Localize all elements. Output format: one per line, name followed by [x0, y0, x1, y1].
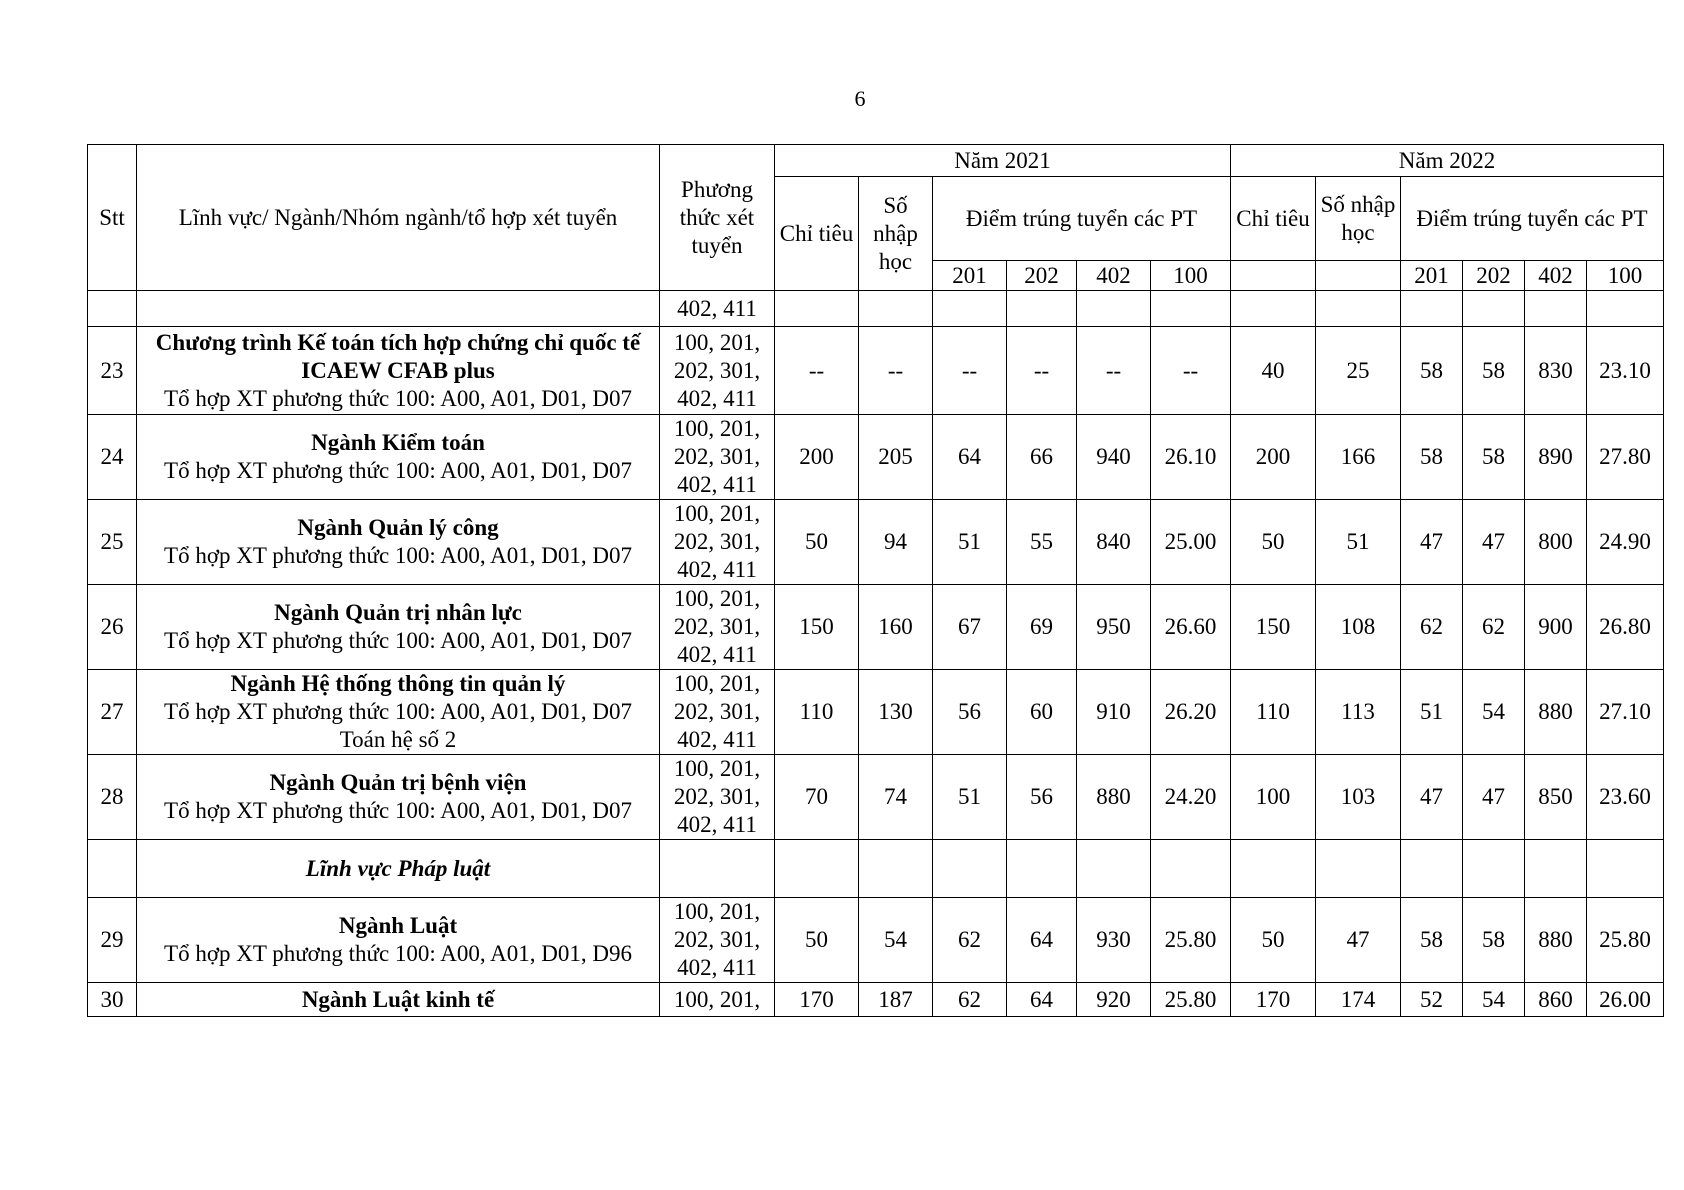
cell-score-402-2022: 900: [1525, 585, 1587, 670]
major-detail: Tổ hợp XT phương thức 100: A00, A01, D01, D07: [164, 798, 632, 823]
cell-score-202-2021: [1007, 291, 1077, 327]
cell-score-202-2022: 62: [1463, 585, 1525, 670]
row-name: [137, 327, 660, 415]
header-method-201-2021: 201: [933, 261, 1007, 291]
cell-enrolled-2021: --: [859, 327, 933, 415]
major-name: Ngành Quản trị bệnh viện: [269, 770, 527, 795]
table-row: [88, 898, 1664, 983]
row-method: 402, 411: [660, 291, 775, 327]
header-empty-enrolled-2022: [1316, 261, 1401, 291]
cell-score-201-2022: 58: [1401, 327, 1463, 415]
cell-enrolled-2022: 113: [1316, 670, 1401, 755]
cell-score-202-2022: 54: [1463, 983, 1525, 1017]
cell-enrolled-2022: [1316, 291, 1401, 327]
cell-score-202-2022: 47: [1463, 755, 1525, 840]
cell-score-100-2022: 27.10: [1587, 670, 1664, 755]
row-method: 100, 201, 202, 301, 402, 411: [660, 500, 775, 585]
cell-score-402-2022: 850: [1525, 755, 1587, 840]
cell-score-201-2022: 58: [1401, 898, 1463, 983]
cell-score-402-2021: [1077, 840, 1151, 898]
cell-score-202-2021: 56: [1007, 755, 1077, 840]
cell-score-100-2022: 27.80: [1587, 415, 1664, 500]
cell-score-402-2022: [1525, 840, 1587, 898]
major-name: Ngành Luật kinh tế: [301, 986, 495, 1012]
cell-score-100-2022: [1587, 291, 1664, 327]
cell-enrolled-2021: 54: [859, 898, 933, 983]
table-row: [88, 670, 1664, 755]
table-row: [88, 327, 1664, 415]
cell-score-402-2022: [1525, 291, 1587, 327]
cell-quota-2021: 110: [775, 670, 859, 755]
header-method-402-2022: 402: [1525, 261, 1587, 291]
cell-score-402-2021: [1077, 291, 1151, 327]
row-method: 100, 201, 202, 301, 402, 411: [660, 327, 775, 415]
cell-score-402-2021: 950: [1077, 585, 1151, 670]
table-row: [88, 291, 1664, 327]
cell-score-201-2021: [933, 291, 1007, 327]
table-row: [88, 415, 1664, 500]
cell-score-202-2021: 69: [1007, 585, 1077, 670]
table-row: [88, 755, 1664, 840]
cell-enrolled-2021: [859, 291, 933, 327]
cell-score-100-2022: 23.10: [1587, 327, 1664, 415]
cell-score-402-2022: 890: [1525, 415, 1587, 500]
cell-enrolled-2021: 205: [859, 415, 933, 500]
cell-quota-2021: [775, 840, 859, 898]
cell-score-100-2022: [1587, 840, 1664, 898]
row-method: 100, 201, 202, 301, 402, 411: [660, 415, 775, 500]
cell-score-100-2022: 23.60: [1587, 755, 1664, 840]
major-name: Ngành Kiểm toán: [311, 430, 485, 455]
cell-score-201-2021: [933, 840, 1007, 898]
cell-score-100-2021: 26.10: [1151, 415, 1231, 500]
cell-score-202-2022: 54: [1463, 670, 1525, 755]
cell-score-100-2021: 25.00: [1151, 500, 1231, 585]
row-stt: 27: [88, 670, 137, 755]
cell-score-201-2021: 67: [933, 585, 1007, 670]
cell-score-201-2022: [1401, 291, 1463, 327]
cell-score-202-2021: 64: [1007, 983, 1077, 1017]
table-row: [88, 500, 1664, 585]
cell-score-100-2022: 25.80: [1587, 898, 1664, 983]
header-empty-quota-2022: [1231, 261, 1316, 291]
header-method-100-2022: 100: [1587, 261, 1664, 291]
row-name: [137, 670, 660, 755]
cell-enrolled-2021: 130: [859, 670, 933, 755]
cell-score-100-2021: 26.60: [1151, 585, 1231, 670]
cell-score-402-2022: 880: [1525, 898, 1587, 983]
header-score-2021: Điểm trúng tuyển các PT: [933, 177, 1231, 261]
cell-score-202-2022: [1463, 291, 1525, 327]
major-name: Ngành Quản trị nhân lực: [274, 600, 522, 625]
cell-score-100-2022: 26.00: [1587, 983, 1664, 1017]
cell-score-402-2022: 800: [1525, 500, 1587, 585]
cell-enrolled-2021: 94: [859, 500, 933, 585]
cell-quota-2022: 110: [1231, 670, 1316, 755]
header-enrolled-2022: Số nhập học: [1316, 177, 1401, 261]
cell-quota-2021: 170: [775, 983, 859, 1017]
cell-score-202-2021: 55: [1007, 500, 1077, 585]
table-body: [88, 291, 1664, 1017]
cell-score-201-2022: [1401, 840, 1463, 898]
cell-score-402-2022: 860: [1525, 983, 1587, 1017]
cell-score-100-2021: --: [1151, 327, 1231, 415]
row-name: [137, 755, 660, 840]
table-row: [88, 983, 1664, 1017]
header-method-402-2021: 402: [1077, 261, 1151, 291]
cell-score-201-2022: 52: [1401, 983, 1463, 1017]
cell-score-202-2021: [1007, 840, 1077, 898]
row-name: [137, 898, 660, 983]
cell-score-201-2022: 47: [1401, 755, 1463, 840]
major-detail: Tổ hợp XT phương thức 100: A00, A01, D01, D07: [164, 628, 632, 653]
major-detail: Tổ hợp XT phương thức 100: A00, A01, D01, D07: [164, 458, 632, 483]
row-name: [137, 291, 660, 327]
row-name: [137, 585, 660, 670]
cell-enrolled-2022: 108: [1316, 585, 1401, 670]
field-row: [88, 840, 1664, 898]
cell-enrolled-2022: 51: [1316, 500, 1401, 585]
row-stt: 26: [88, 585, 137, 670]
cell-enrolled-2021: 74: [859, 755, 933, 840]
cell-enrolled-2022: 103: [1316, 755, 1401, 840]
cell-score-202-2022: 58: [1463, 327, 1525, 415]
cell-quota-2021: 150: [775, 585, 859, 670]
header-quota-2022: Chỉ tiêu: [1231, 177, 1316, 261]
header-method-202-2021: 202: [1007, 261, 1077, 291]
row-method: [660, 840, 775, 898]
page-number: 6: [854, 86, 866, 111]
cell-quota-2021: 50: [775, 898, 859, 983]
row-stt: 28: [88, 755, 137, 840]
cell-quota-2022: 150: [1231, 585, 1316, 670]
row-stt: 30: [88, 983, 137, 1017]
cell-enrolled-2022: 47: [1316, 898, 1401, 983]
cell-score-100-2021: 25.80: [1151, 983, 1231, 1017]
cell-quota-2022: [1231, 291, 1316, 327]
cell-enrolled-2021: 187: [859, 983, 933, 1017]
cell-quota-2021: [775, 291, 859, 327]
cell-score-202-2022: 47: [1463, 500, 1525, 585]
cell-score-202-2021: 60: [1007, 670, 1077, 755]
header-field: Lĩnh vực/ Ngành/Nhóm ngành/tổ hợp xét tuyển: [137, 145, 660, 291]
row-method: 100, 201, 202, 301, 402, 411: [660, 898, 775, 983]
header-quota-2021: Chỉ tiêu: [775, 177, 859, 291]
cell-quota-2022: 50: [1231, 898, 1316, 983]
field-title: Lĩnh vực Pháp luật: [305, 855, 491, 881]
cell-score-201-2021: 62: [933, 983, 1007, 1017]
header-method-100-2021: 100: [1151, 261, 1231, 291]
cell-score-201-2021: 56: [933, 670, 1007, 755]
cell-enrolled-2022: 25: [1316, 327, 1401, 415]
cell-score-201-2021: 64: [933, 415, 1007, 500]
major-detail: Tổ hợp XT phương thức 100: A00, A01, D01, D07: [164, 699, 632, 724]
cell-score-100-2021: 25.80: [1151, 898, 1231, 983]
row-method: 100, 201, 202, 301, 402, 411: [660, 585, 775, 670]
cell-score-100-2021: 26.20: [1151, 670, 1231, 755]
row-stt: 29: [88, 898, 137, 983]
major-name: Ngành Hệ thống thông tin quản lý: [230, 671, 566, 696]
cell-score-402-2021: --: [1077, 327, 1151, 415]
cell-score-202-2022: 58: [1463, 898, 1525, 983]
cell-score-402-2021: 840: [1077, 500, 1151, 585]
cell-quota-2021: --: [775, 327, 859, 415]
major-name: Ngành Luật: [338, 913, 458, 938]
cell-score-100-2021: [1151, 840, 1231, 898]
cell-score-201-2021: 51: [933, 500, 1007, 585]
header-method-201-2022: 201: [1401, 261, 1463, 291]
cell-score-201-2021: 51: [933, 755, 1007, 840]
header-score-2022: Điểm trúng tuyển các PT: [1401, 177, 1664, 261]
row-name: [137, 983, 660, 1017]
cell-enrolled-2022: 174: [1316, 983, 1401, 1017]
cell-score-201-2022: 62: [1401, 585, 1463, 670]
cell-quota-2021: 50: [775, 500, 859, 585]
major-name: Ngành Quản lý công: [297, 515, 499, 540]
row-stt: [88, 291, 137, 327]
cell-score-402-2021: 880: [1077, 755, 1151, 840]
cell-score-201-2021: --: [933, 327, 1007, 415]
row-name: [137, 840, 660, 898]
major-detail: Tổ hợp XT phương thức 100: A00, A01, D01, D96: [164, 941, 632, 966]
cell-score-202-2021: 66: [1007, 415, 1077, 500]
major-detail: Tổ hợp XT phương thức 100: A00, A01, D01, D07: [164, 543, 632, 568]
cell-score-100-2021: [1151, 291, 1231, 327]
cell-score-202-2022: [1463, 840, 1525, 898]
cell-score-402-2021: 920: [1077, 983, 1151, 1017]
cell-enrolled-2021: 160: [859, 585, 933, 670]
major-name: Chương trình Kế toán tích hợp chứng chỉ quốc tế ICAEW CFAB plus: [155, 329, 641, 383]
cell-quota-2022: 50: [1231, 500, 1316, 585]
admissions-table: [87, 144, 1664, 1017]
cell-score-201-2021: 62: [933, 898, 1007, 983]
cell-score-100-2022: 24.90: [1587, 500, 1664, 585]
cell-score-402-2021: 910: [1077, 670, 1151, 755]
major-detail: Toán hệ số 2: [339, 727, 457, 752]
cell-score-201-2022: 51: [1401, 670, 1463, 755]
cell-score-402-2022: 830: [1525, 327, 1587, 415]
cell-quota-2022: 170: [1231, 983, 1316, 1017]
row-stt: [88, 840, 137, 898]
row-method: 100, 201, 202, 301, 402, 411: [660, 755, 775, 840]
header-method-202-2022: 202: [1463, 261, 1525, 291]
cell-quota-2022: 100: [1231, 755, 1316, 840]
cell-score-100-2022: 26.80: [1587, 585, 1664, 670]
cell-score-402-2021: 930: [1077, 898, 1151, 983]
cell-score-202-2021: --: [1007, 327, 1077, 415]
cell-score-201-2022: 58: [1401, 415, 1463, 500]
cell-enrolled-2022: [1316, 840, 1401, 898]
header-enrolled-2021: Số nhập học: [859, 177, 933, 291]
cell-quota-2021: 70: [775, 755, 859, 840]
header-year-2022: Năm 2022: [1231, 145, 1664, 177]
cell-quota-2022: 40: [1231, 327, 1316, 415]
major-detail: Tổ hợp XT phương thức 100: A00, A01, D01, D07: [164, 385, 632, 411]
row-name: [137, 415, 660, 500]
row-method: 100, 201, 202, 301, 402, 411: [660, 670, 775, 755]
header-method: Phương thức xét tuyển: [660, 145, 775, 291]
cell-score-202-2022: 58: [1463, 415, 1525, 500]
cell-score-201-2022: 47: [1401, 500, 1463, 585]
cell-quota-2021: 200: [775, 415, 859, 500]
cell-enrolled-2022: 166: [1316, 415, 1401, 500]
row-stt: 25: [88, 500, 137, 585]
row-method: 100, 201,: [660, 983, 775, 1017]
row-stt: 24: [88, 415, 137, 500]
header-stt: Stt: [88, 145, 137, 291]
cell-score-100-2021: 24.20: [1151, 755, 1231, 840]
row-stt: 23: [88, 327, 137, 415]
table-row: [88, 585, 1664, 670]
row-name: [137, 500, 660, 585]
cell-enrolled-2021: [859, 840, 933, 898]
cell-quota-2022: [1231, 840, 1316, 898]
header-year-2021: Năm 2021: [775, 145, 1231, 177]
cell-score-402-2022: 880: [1525, 670, 1587, 755]
cell-quota-2022: 200: [1231, 415, 1316, 500]
cell-score-402-2021: 940: [1077, 415, 1151, 500]
cell-score-202-2021: 64: [1007, 898, 1077, 983]
